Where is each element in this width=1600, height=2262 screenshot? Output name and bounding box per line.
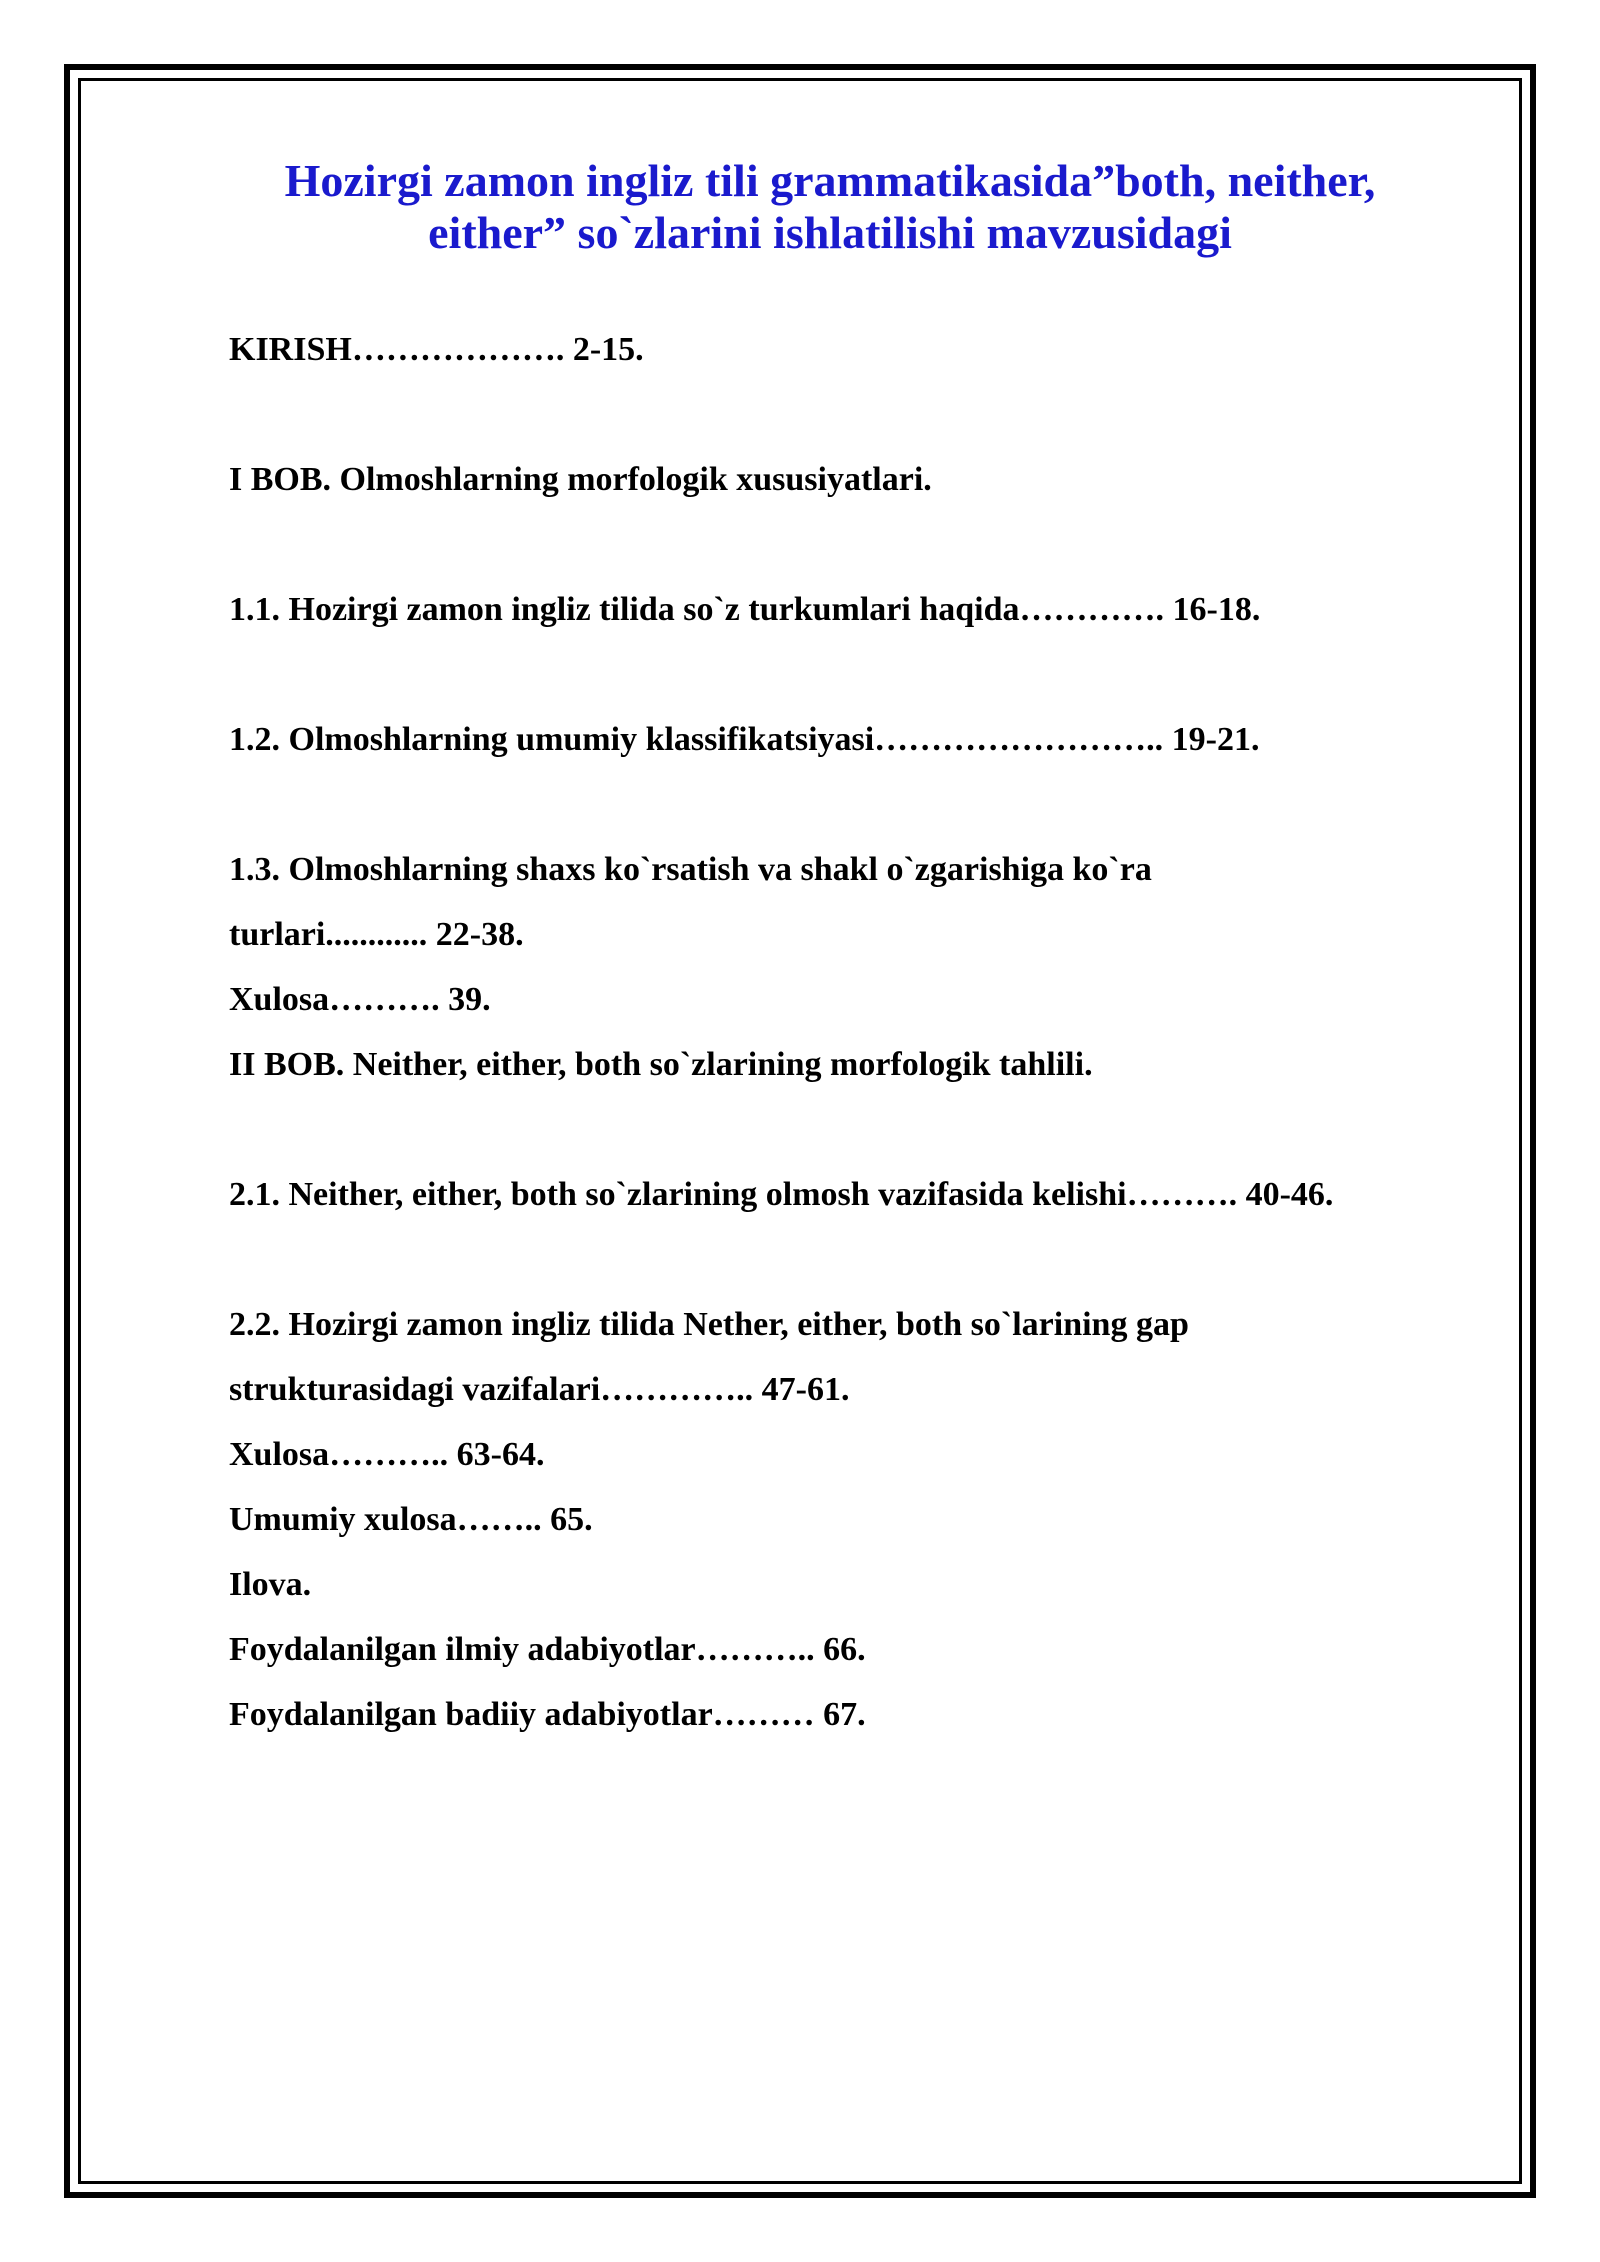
toc-entry-2-1: 2.1. Neither, either, both so`zlarining olmosh vazifasida kelishi………. 40-46.	[229, 1176, 1334, 1213]
toc-entry-2-2-line-2: strukturasidagi vazifalari………….. 47-61.	[229, 1371, 850, 1408]
toc-entry-chapter-2: II BOB. Neither, either, both so`zlarining morfologik tahlili.	[229, 1046, 1093, 1083]
toc-spacer	[229, 772, 1489, 837]
toc-spacer	[229, 1097, 1489, 1162]
toc-entry-ilmiy-adabiyotlar: Foydalanilgan ilmiy adabiyotlar……….. 66.	[229, 1631, 866, 1668]
toc-entry-chapter-1: I BOB. Olmoshlarning morfologik xususiyatlari.	[229, 461, 932, 498]
document-title-line-1: Hozirgi zamon ingliz tili grammatikasida”both, neither,	[284, 155, 1376, 206]
toc-entry-1-2: 1.2. Olmoshlarning umumiy klassifikatsiyasi…………………….. 19-21.	[229, 721, 1260, 758]
document-title-line-2: either” so`zlarini ishlatilishi mavzusidagi	[428, 207, 1232, 258]
toc-spacer	[229, 512, 1489, 577]
toc-entry-badiiy-adabiyotlar: Foydalanilgan badiiy adabiyotlar……… 67.	[229, 1696, 866, 1733]
toc-entry-kirish: KIRISH………………. 2-15.	[229, 331, 644, 368]
toc-spacer	[229, 642, 1489, 707]
toc-spacer	[229, 1227, 1489, 1292]
toc-entry-1-3-line-1: 1.3. Olmoshlarning shaxs ko`rsatish va shakl o`zgarishiga ko`ra	[229, 851, 1152, 888]
toc-spacer	[229, 382, 1489, 447]
toc-entry-xulosa-2: Xulosa……….. 63-64.	[229, 1436, 545, 1473]
toc-entry-1-1: 1.1. Hozirgi zamon ingliz tilida so`z turkumlari haqida…………. 16-18.	[229, 591, 1261, 628]
toc-entry-ilova: Ilova.	[229, 1566, 312, 1603]
toc-entry-umumiy-xulosa: Umumiy xulosa…….. 65.	[229, 1501, 593, 1538]
toc-entry-2-2-line-1: 2.2. Hozirgi zamon ingliz tilida Nether, either, both so`larining gap	[229, 1306, 1189, 1343]
table-of-contents	[229, 317, 1489, 1747]
toc-entry-1-3-line-2: turlari............ 22-38.	[229, 916, 524, 953]
document-title	[180, 155, 1480, 259]
toc-entry-xulosa-1: Xulosa………. 39.	[229, 981, 491, 1018]
